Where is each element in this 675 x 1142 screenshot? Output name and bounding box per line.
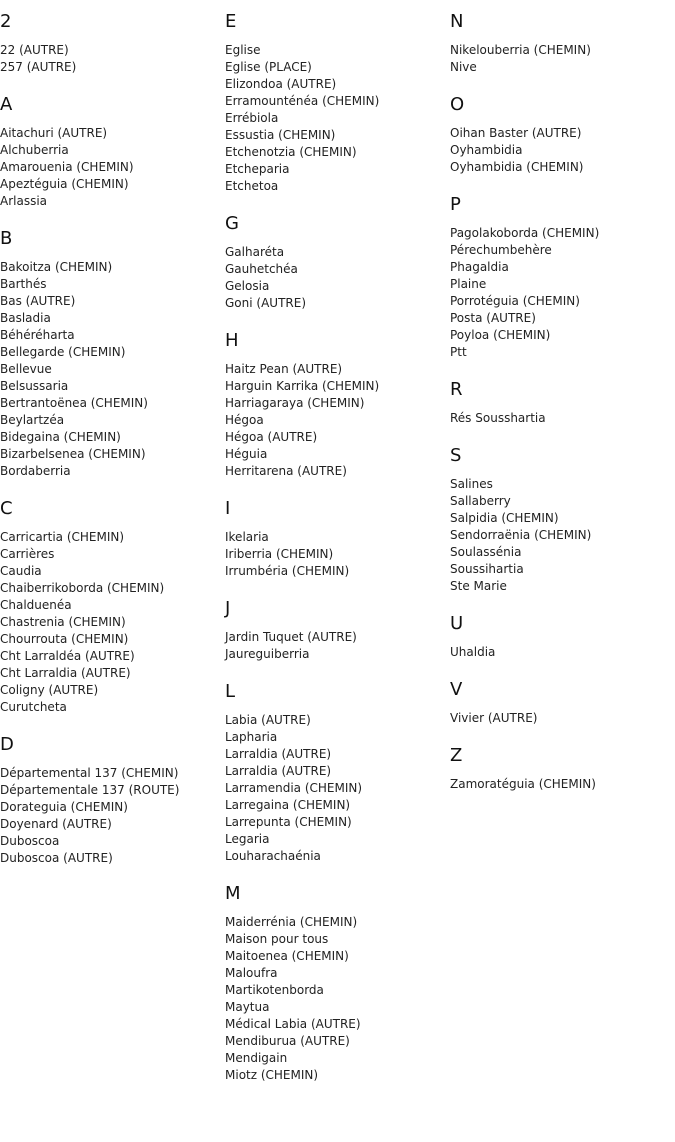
street-list: [225, 529, 450, 580]
street-link[interactable]: Pagolakoborda (CHEMIN): [450, 226, 600, 240]
street-link[interactable]: Martikotenborda: [225, 983, 324, 997]
street-link[interactable]: Labia (AUTRE): [225, 713, 311, 727]
street-link[interactable]: Essustia (CHEMIN): [225, 128, 336, 142]
letter-heading: L: [225, 681, 236, 702]
street-link[interactable]: Barthés: [0, 277, 47, 291]
letter-group: [450, 193, 675, 361]
street-link[interactable]: Arlassia: [0, 194, 48, 208]
street-list: [0, 529, 225, 716]
letter-heading: V: [450, 679, 463, 700]
street-link[interactable]: Médical Labia (AUTRE): [225, 1017, 361, 1031]
street-link[interactable]: Herritarena (AUTRE): [225, 464, 347, 478]
street-link[interactable]: Oyhambidia (CHEMIN): [450, 160, 584, 174]
street-link[interactable]: Mendigain: [225, 1051, 288, 1065]
street-list: [225, 244, 450, 312]
street-link[interactable]: Etcheparia: [225, 162, 290, 176]
street-link[interactable]: Eglise: [225, 43, 261, 57]
letter-heading: E: [225, 11, 237, 32]
street-link[interactable]: Zamoratéguia (CHEMIN): [450, 777, 596, 791]
street-link[interactable]: Belsussaria: [0, 379, 69, 393]
letter-heading: M: [225, 883, 241, 904]
street-link[interactable]: Amarouenia (CHEMIN): [0, 160, 134, 174]
street-link[interactable]: Maison pour tous: [225, 932, 329, 946]
letter-heading: J: [225, 598, 231, 619]
street-link[interactable]: Hégoa (AUTRE): [225, 430, 318, 444]
street-link[interactable]: Bellevue: [0, 362, 52, 376]
street-link[interactable]: Cht Larraldéa (AUTRE): [0, 649, 135, 663]
street-link[interactable]: Larregaina (CHEMIN): [225, 798, 351, 812]
street-link[interactable]: Chourrouta (CHEMIN): [0, 632, 129, 646]
street-link[interactable]: Vivier (AUTRE): [450, 711, 538, 725]
street-link[interactable]: Carrières: [0, 547, 55, 561]
letter-group: [450, 744, 675, 793]
letter-heading: B: [0, 228, 13, 249]
letter-heading: H: [225, 330, 239, 351]
street-link[interactable]: Ptt: [450, 345, 467, 359]
street-link[interactable]: Beylartzéa: [0, 413, 65, 427]
street-link[interactable]: Apeztéguia (CHEMIN): [0, 177, 129, 191]
street-link[interactable]: Curutcheta: [0, 700, 67, 714]
street-link[interactable]: Bizarbelsenea (CHEMIN): [0, 447, 146, 461]
street-link[interactable]: Carricartia (CHEMIN): [0, 530, 125, 544]
street-link[interactable]: Lapharia: [225, 730, 278, 744]
street-link[interactable]: Jaureguiberria: [225, 647, 310, 661]
street-link[interactable]: Aitachuri (AUTRE): [0, 126, 108, 140]
street-link[interactable]: Caudia: [0, 564, 42, 578]
street-link[interactable]: Iriberria (CHEMIN): [225, 547, 334, 561]
street-link[interactable]: Bellegarde (CHEMIN): [0, 345, 126, 359]
street-link[interactable]: 22 (AUTRE): [0, 43, 69, 57]
street-link[interactable]: Maiderrénia (CHEMIN): [225, 915, 358, 929]
letter-group: [225, 212, 450, 312]
street-link[interactable]: Soussihartia: [450, 562, 524, 576]
letter-group: [225, 680, 450, 865]
street-link[interactable]: Hégoa: [225, 413, 264, 427]
street-link[interactable]: Duboscoa (AUTRE): [0, 851, 113, 865]
street-link[interactable]: Larramendia (CHEMIN): [225, 781, 363, 795]
letter-heading: A: [0, 94, 13, 115]
street-link[interactable]: Harriagaraya (CHEMIN): [225, 396, 365, 410]
letter-group: [450, 444, 675, 595]
street-link[interactable]: Mendiburua (AUTRE): [225, 1034, 350, 1048]
letter-group: [450, 378, 675, 427]
street-list: [225, 361, 450, 480]
street-link[interactable]: Maitoenea (CHEMIN): [225, 949, 349, 963]
street-list: [225, 712, 450, 865]
street-link[interactable]: Dorateguia (CHEMIN): [0, 800, 128, 814]
street-link[interactable]: Sendorraënia (CHEMIN): [450, 528, 592, 542]
street-list: [450, 42, 675, 76]
street-list: [450, 410, 675, 427]
street-link[interactable]: Salpidia (CHEMIN): [450, 511, 559, 525]
street-link[interactable]: Ikelaria: [225, 530, 269, 544]
street-link[interactable]: Eglise (PLACE): [225, 60, 312, 74]
street-link[interactable]: Pérechumbehère: [450, 243, 552, 257]
index-column-1: [0, 10, 225, 884]
street-link[interactable]: Larrepunta (CHEMIN): [225, 815, 352, 829]
street-link[interactable]: Goni (AUTRE): [225, 296, 306, 310]
street-link[interactable]: Porrotéguia (CHEMIN): [450, 294, 580, 308]
street-link[interactable]: Haitz Pean (AUTRE): [225, 362, 343, 376]
street-link[interactable]: Larraldia (AUTRE): [225, 747, 332, 761]
letter-group: [450, 612, 675, 661]
street-link[interactable]: Bas (AUTRE): [0, 294, 76, 308]
street-link[interactable]: Cht Larraldia (AUTRE): [0, 666, 131, 680]
index-column-3: [450, 10, 675, 810]
letter-heading: 2: [0, 11, 12, 32]
street-link[interactable]: Louharachaénia: [225, 849, 321, 863]
letter-group: [225, 882, 450, 1084]
street-link[interactable]: Ste Marie: [450, 579, 507, 593]
street-list: [450, 125, 675, 176]
index-column-2: [225, 10, 450, 1101]
street-link[interactable]: Départemental 137 (CHEMIN): [0, 766, 179, 780]
street-link[interactable]: Salines: [450, 477, 493, 491]
street-link[interactable]: Irrumbéria (CHEMIN): [225, 564, 350, 578]
street-link[interactable]: Chalduenéa: [0, 598, 72, 612]
street-link[interactable]: Galharéta: [225, 245, 285, 259]
street-list: [450, 710, 675, 727]
street-list: [450, 776, 675, 793]
street-link[interactable]: Elizondoa (AUTRE): [225, 77, 337, 91]
street-link[interactable]: Rés Sousshartia: [450, 411, 546, 425]
street-link[interactable]: Bordaberria: [0, 464, 71, 478]
letter-heading: C: [0, 498, 13, 519]
street-link[interactable]: Basladia: [0, 311, 51, 325]
street-link[interactable]: Doyenard (AUTRE): [0, 817, 112, 831]
letter-group: [450, 10, 675, 76]
street-link[interactable]: Uhaldia: [450, 645, 496, 659]
letter-heading: S: [450, 445, 462, 466]
street-link[interactable]: Harguin Karrika (CHEMIN): [225, 379, 380, 393]
street-link[interactable]: Oyhambidia: [450, 143, 523, 157]
letter-group: [225, 597, 450, 663]
street-link[interactable]: Erramounténéa (CHEMIN): [225, 94, 380, 108]
street-link[interactable]: Héguia: [225, 447, 268, 461]
street-link[interactable]: Plaine: [450, 277, 487, 291]
street-link[interactable]: Phagaldia: [450, 260, 509, 274]
street-list: [225, 629, 450, 663]
street-link[interactable]: Larraldia (AUTRE): [225, 764, 332, 778]
street-list: [0, 125, 225, 210]
letter-heading: Z: [450, 745, 463, 766]
letter-group: [450, 93, 675, 176]
letter-group: [0, 10, 225, 76]
letter-heading: U: [450, 613, 464, 634]
street-link[interactable]: 257 (AUTRE): [0, 60, 77, 74]
letter-heading: N: [450, 11, 464, 32]
letter-group: [0, 733, 225, 867]
street-link[interactable]: Errébiola: [225, 111, 279, 125]
street-link[interactable]: Poyloa (CHEMIN): [450, 328, 551, 342]
street-link[interactable]: Béhéréharta: [0, 328, 75, 342]
letter-heading: R: [450, 379, 463, 400]
street-list: [0, 42, 225, 76]
street-link[interactable]: Jardin Tuquet (AUTRE): [225, 630, 357, 644]
street-link[interactable]: Bakoitza (CHEMIN): [0, 260, 113, 274]
letter-heading: I: [225, 498, 231, 519]
letter-heading: D: [0, 734, 14, 755]
street-link[interactable]: Duboscoa: [0, 834, 60, 848]
street-link[interactable]: Alchuberria: [0, 143, 69, 157]
street-list: [225, 914, 450, 1084]
street-link[interactable]: Coligny (AUTRE): [0, 683, 99, 697]
street-list: [450, 476, 675, 595]
letter-group: [225, 329, 450, 480]
street-link[interactable]: Chaiberrikoborda (CHEMIN): [0, 581, 165, 595]
letter-group: [0, 227, 225, 480]
street-list: [450, 644, 675, 661]
street-link[interactable]: Nive: [450, 60, 477, 74]
letter-group: [0, 93, 225, 210]
street-link[interactable]: Legaria: [225, 832, 270, 846]
street-list: [0, 765, 225, 867]
street-link[interactable]: Etchenotzia (CHEMIN): [225, 145, 357, 159]
street-link[interactable]: Nikelouberria (CHEMIN): [450, 43, 591, 57]
street-link[interactable]: Oihan Baster (AUTRE): [450, 126, 582, 140]
letter-group: [225, 497, 450, 580]
letter-heading: G: [225, 213, 239, 234]
street-link[interactable]: Bidegaina (CHEMIN): [0, 430, 121, 444]
street-link[interactable]: Chastrenia (CHEMIN): [0, 615, 126, 629]
letter-heading: P: [450, 194, 461, 215]
letter-group: [225, 10, 450, 195]
letter-group: [0, 497, 225, 716]
street-link[interactable]: Sallaberry: [450, 494, 511, 508]
street-list: [0, 259, 225, 480]
street-link[interactable]: Maloufra: [225, 966, 278, 980]
street-link[interactable]: Posta (AUTRE): [450, 311, 536, 325]
street-link[interactable]: Etchetoa: [225, 179, 279, 193]
letter-heading: O: [450, 94, 465, 115]
street-link[interactable]: Gelosia: [225, 279, 270, 293]
street-link[interactable]: Départementale 137 (ROUTE): [0, 783, 180, 797]
street-link[interactable]: Maytua: [225, 1000, 270, 1014]
street-link[interactable]: Gauhetchéa: [225, 262, 298, 276]
street-list: [225, 42, 450, 195]
street-link[interactable]: Miotz (CHEMIN): [225, 1068, 319, 1082]
street-link[interactable]: Soulassénia: [450, 545, 522, 559]
letter-group: [450, 678, 675, 727]
street-list: [450, 225, 675, 361]
street-link[interactable]: Bertrantoënea (CHEMIN): [0, 396, 148, 410]
